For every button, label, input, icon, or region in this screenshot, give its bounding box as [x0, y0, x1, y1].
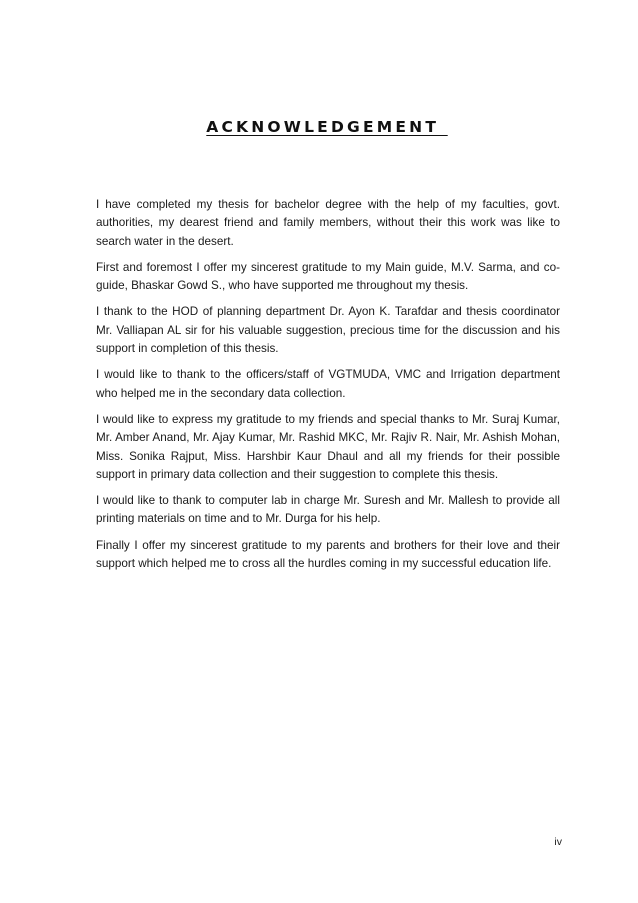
paragraph-guides: First and foremost I offer my sincerest gratitude to my Main guide, M.V. Sarma, and co-guide, Bhaskar Gowd S., who have supported me throughout my thesis. [96, 260, 560, 293]
acknowledgement-body [96, 196, 560, 581]
paragraph-family: Finally I offer my sincerest gratitude to my parents and brothers for their love and their support which helped me to cross all the hurdles coming in my successful education life. [96, 538, 560, 571]
paragraph-officers: I would like to thank to the officers/staff of VGTMUDA, VMC and Irrigation department who helped me in the secondary data collection. [96, 368, 560, 400]
paragraph-intro: I have completed my thesis for bachelor degree with the help of my faculties, govt. authorities, my dearest friend and family members, without their this work was like to search water in the desert. [96, 198, 560, 248]
paragraph-friends: I would like to express my gratitude to my friends and special thanks to Mr. Suraj Kumar, Mr. Amber Anand, Mr. Ajay Kumar, Mr. Rashid MKC, Mr. Rajiv R. Nair, Mr. Ashish Mohan, Miss. Sonika Rajput, Miss. Harshbir Kaur Dhaul and all my friends for their possible support in primary data collection and their suggestion to complete this thesis. [96, 412, 560, 481]
paragraph-computer-lab: I would like to thank to computer lab in charge Mr. Suresh and Mr. Mallesh to provide all printing materials on time and to Mr. Durga for his help. [96, 494, 560, 526]
page-number: iv [554, 836, 562, 848]
paragraph-hod: I thank to the HOD of planning department Dr. Ayon K. Tarafdar and thesis coordinator Mr. Valliapan AL sir for his valuable suggestion, precious time for the discussion and his support in completion of this thesis. [96, 305, 560, 356]
page-title: ACKNOWLEDGEMENT [206, 118, 448, 136]
